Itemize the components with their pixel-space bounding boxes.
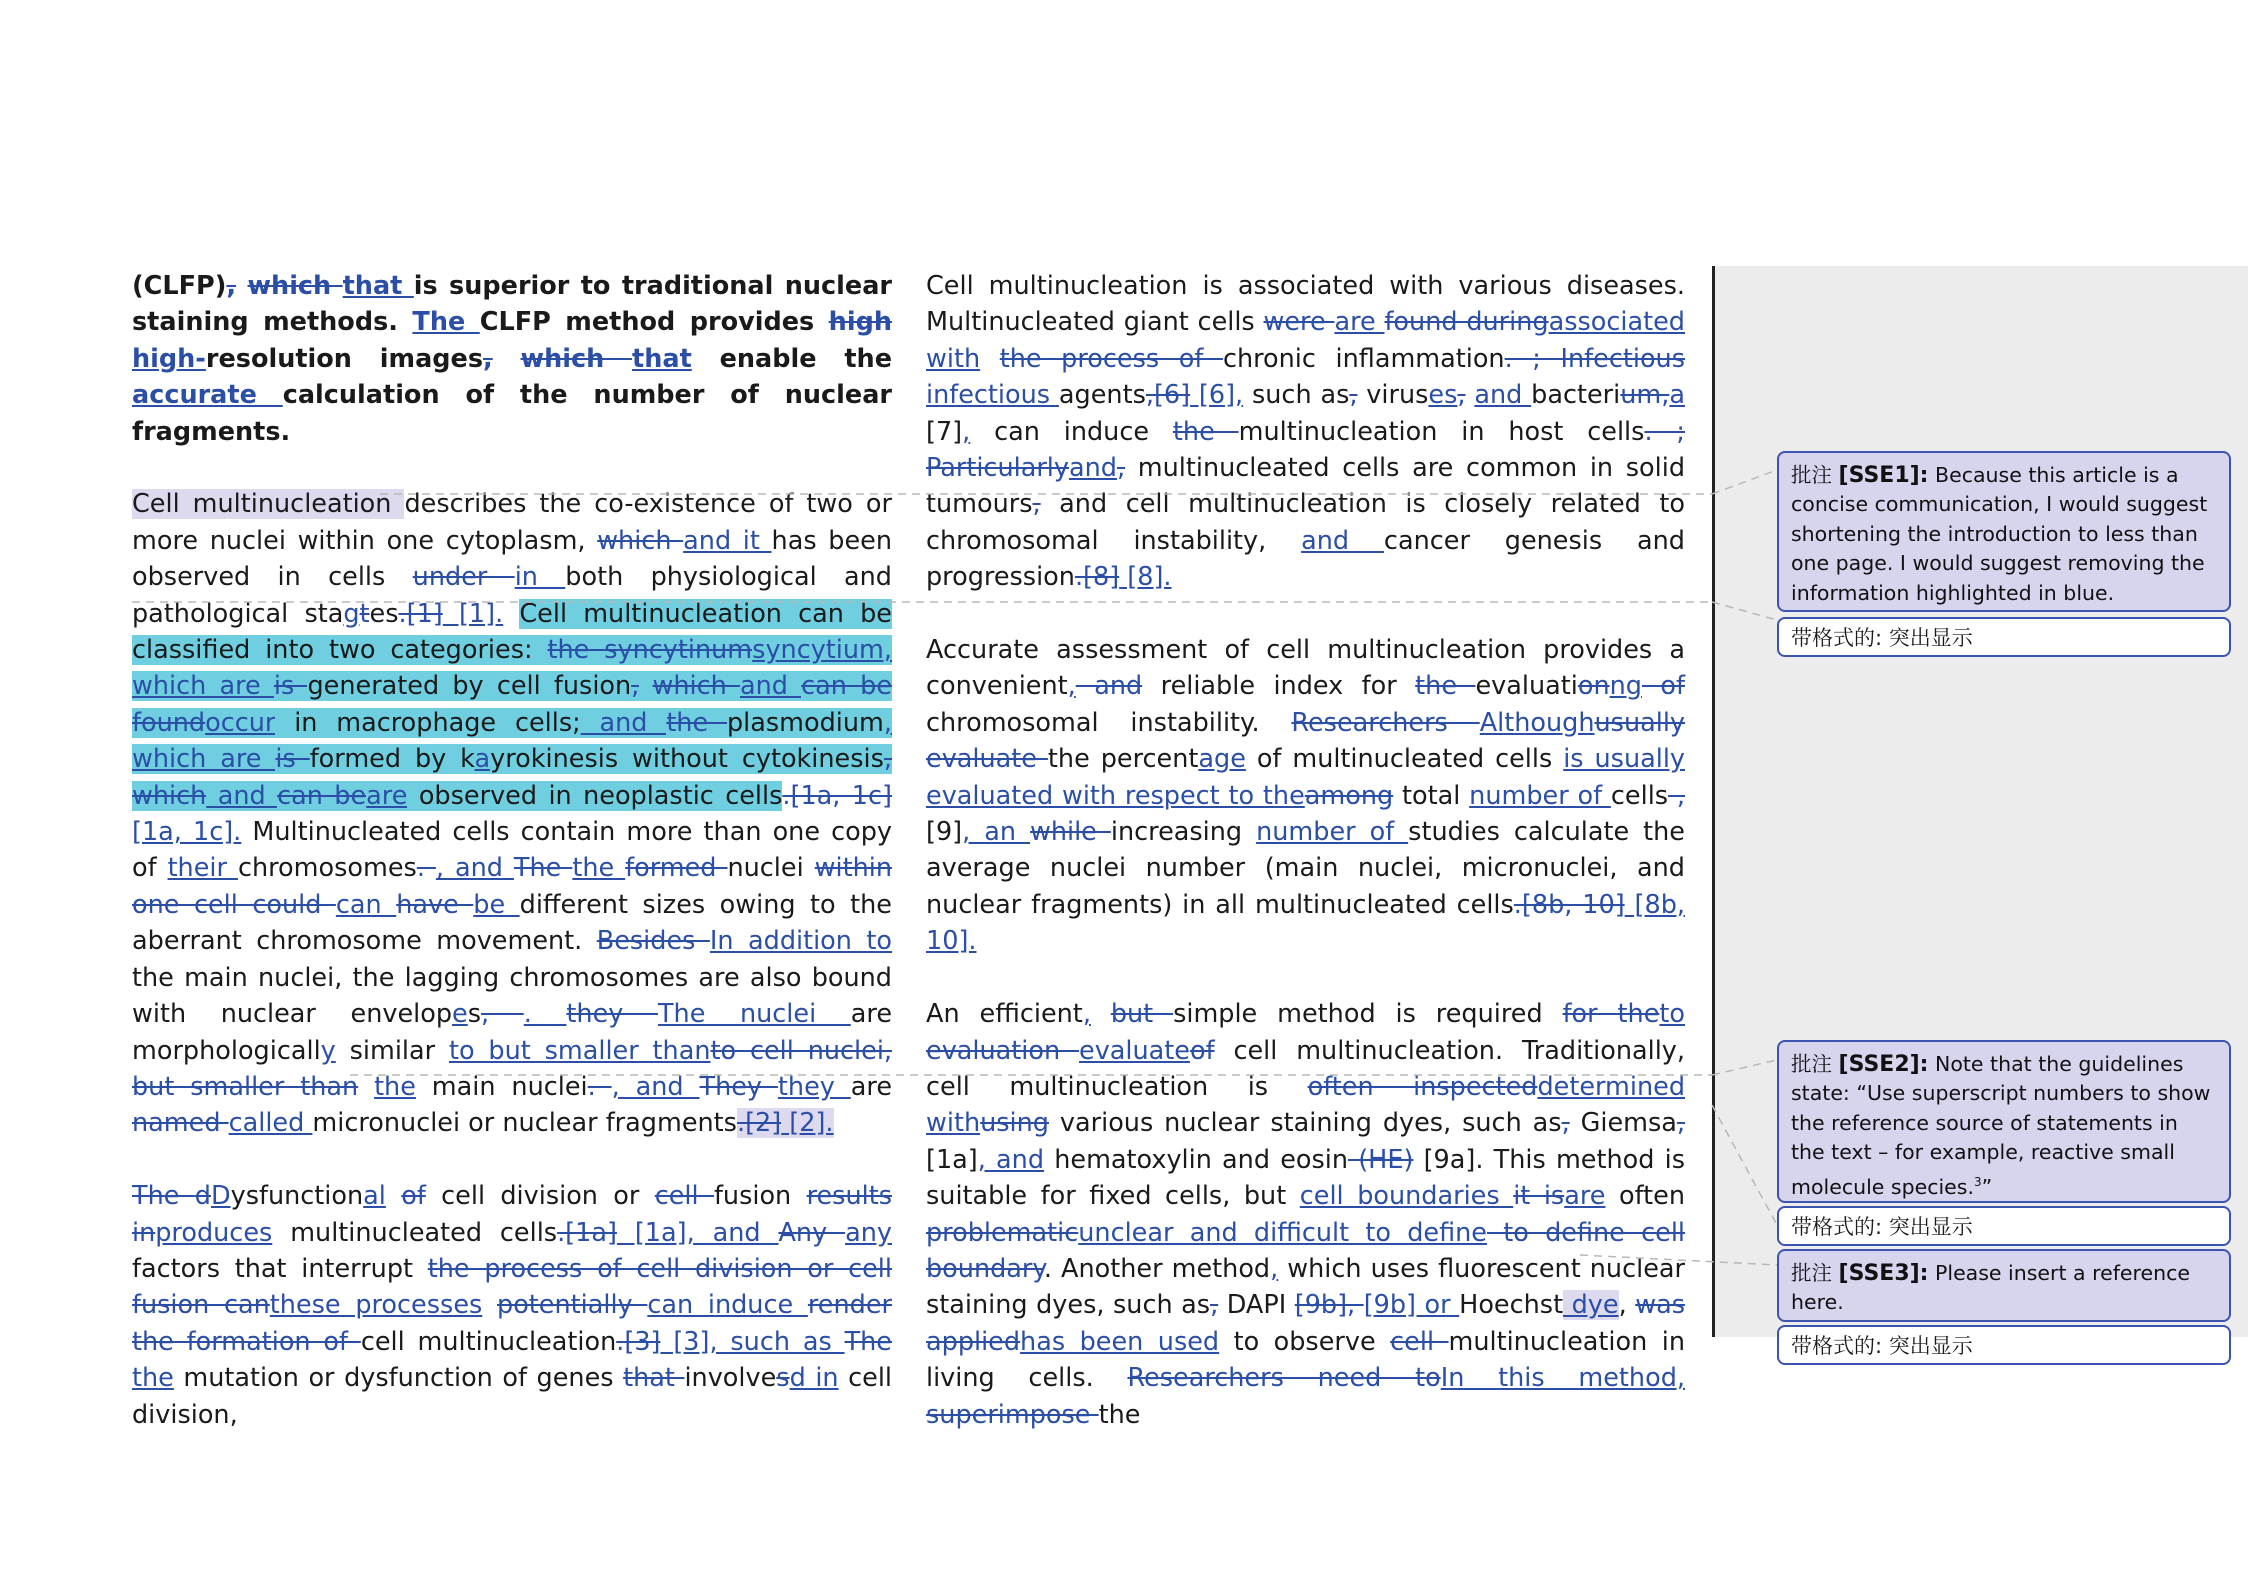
body-text: cancer genesis and progression — [926, 525, 1685, 593]
format-note-3-clip — [1777, 1325, 2231, 1358]
body-text: An efficient — [926, 999, 1083, 1030]
deleted-text: is — [273, 671, 308, 702]
deleted-text: .[1a] — [557, 1217, 617, 1248]
inserted-text: , which are — [132, 707, 892, 775]
superscript: 3 — [1974, 1174, 1982, 1189]
deleted-text: can be found — [132, 671, 893, 738]
inserted-text: , and — [977, 1144, 1045, 1175]
format-note-text: 带格式的: 突出显示 — [1791, 1215, 1973, 1239]
inserted-text: [9b] or — [1363, 1290, 1460, 1321]
inserted-text: [2]. — [781, 1108, 834, 1139]
body-text: bacteri — [1531, 380, 1621, 411]
body-text: often — [1605, 1181, 1685, 1212]
deleted-text: have — [396, 889, 474, 920]
deleted-text: which — [247, 271, 343, 301]
deleted-text: d — [194, 1181, 211, 1212]
deleted-text: which — [520, 343, 633, 374]
body-text: cells — [1610, 780, 1669, 811]
body-text: chromosomes — [237, 853, 417, 884]
inserted-text: be — [473, 889, 520, 920]
comment-label: 批注 — [1791, 463, 1832, 487]
deleted-text: was applied — [926, 1290, 1685, 1357]
deleted-text: that — [623, 1363, 685, 1394]
deleted-text: results in — [132, 1181, 892, 1248]
inserted-text: . — [523, 999, 567, 1030]
body-text: s — [467, 999, 482, 1030]
deleted-text: .[8] — [1074, 562, 1120, 593]
inserted-text: they — [777, 1071, 851, 1102]
body-text: of multinucleated cells — [1245, 744, 1564, 775]
body-text: multinucleation in living cells. — [926, 1326, 1685, 1394]
body-text: chromosomal instability. — [926, 707, 1292, 738]
inserted-text: [1]. — [442, 598, 504, 629]
body-text: multinucleated cells are common in solid tumours — [926, 453, 1685, 520]
deleted-text: , — [226, 271, 237, 301]
body-text: and cell multinucleation is closely related to chromosomal instability, — [926, 489, 1685, 556]
body-text: Cell multinucleation is associated with various diseases. Multinucleated giant cells — [926, 271, 1685, 338]
inserted-text: D — [210, 1181, 231, 1212]
body-text: chronic inflammation — [1222, 343, 1505, 374]
deleted-text: . — [416, 853, 436, 884]
deleted-text: .[8b, 10] — [1513, 889, 1625, 920]
inserted-text: a — [1669, 380, 1685, 411]
body-text: DAPI — [1218, 1290, 1295, 1321]
deleted-text: (HE) — [1348, 1144, 1414, 1175]
deleted-text: high — [828, 307, 892, 338]
deleted-text: Any — [778, 1217, 846, 1248]
body-text: reliable index for — [1142, 671, 1416, 702]
deleted-text: for the — [1562, 999, 1660, 1030]
body-text: resolution images — [205, 343, 484, 374]
inserted-text: accurate — [132, 380, 283, 411]
comment-text-tail: ” — [1981, 1174, 1993, 1199]
deleted-text: , — [1116, 453, 1126, 484]
body-text: similar — [335, 1035, 449, 1066]
body-text: is superior to traditional nuclear staining methods. — [132, 271, 892, 338]
inserted-text: , and — [435, 853, 514, 884]
inserted-text: , — [1082, 999, 1091, 1030]
inserted-text: d in — [789, 1363, 839, 1394]
inserted-text: can — [335, 889, 397, 920]
deleted-text: usually evaluate — [926, 707, 1685, 775]
body-text: micronuclei or nuclear fragments — [312, 1108, 737, 1139]
body-text: Accurate assessment of cell multinucleation provides a convenient — [926, 635, 1685, 702]
deleted-text: within one cell could — [132, 853, 892, 920]
inserted-text: [1a], and — [616, 1217, 779, 1248]
deleted-text: , — [631, 671, 640, 702]
inserted-text: are — [1564, 1181, 1606, 1212]
deleted-text: can be — [277, 780, 367, 811]
inserted-text: es — [1428, 380, 1458, 411]
body-text: observed in neoplastic cells — [407, 780, 783, 811]
deleted-text: cell — [654, 1181, 714, 1212]
deleted-text: often inspected — [1307, 1071, 1538, 1102]
body-text: different sizes owing to the aberrant chromosome movement. — [132, 889, 892, 957]
inserted-text: [8]. — [1119, 562, 1172, 593]
deleted-text: to cell nuclei, but smaller than — [132, 1035, 893, 1102]
inserted-text: and — [1068, 453, 1117, 484]
deleted-text: found during — [1384, 307, 1549, 338]
deleted-text: s — [776, 1363, 790, 1394]
body-text: es — [369, 598, 399, 629]
deleted-text: cell — [1390, 1326, 1449, 1357]
deleted-text: .[1a, 1c] — [782, 780, 892, 811]
inserted-text: can induce — [647, 1290, 808, 1321]
body-text: involve — [684, 1363, 777, 1394]
deleted-text: the syncytinum — [547, 635, 753, 666]
deleted-text: They — [699, 1071, 778, 1102]
deleted-text: among — [1304, 780, 1394, 811]
body-text: formed by k — [309, 744, 475, 775]
body-text: cell division, — [132, 1363, 893, 1430]
deleted-text: render the formation of — [132, 1290, 893, 1357]
inserted-text: has been used — [1020, 1326, 1220, 1357]
inserted-text: unclear and difficult to define — [1078, 1217, 1487, 1248]
deleted-text: , — [1032, 489, 1041, 520]
deleted-text: , — [1561, 1108, 1570, 1139]
body-text: evaluati — [1475, 671, 1578, 702]
body-text: mutation or dysfunction of genes — [173, 1363, 624, 1394]
comment-id: [SSE3]: — [1838, 1261, 1929, 1286]
deleted-text: were — [1263, 307, 1335, 338]
body-text: multinucleated cells — [272, 1217, 558, 1248]
deleted-text: of — [1189, 1035, 1215, 1066]
comment-text: Note that the guidelines state: “Use superscript numbers to show the reference source of statements in the text – for example, reactive small molecule species. — [1791, 1052, 2211, 1199]
body-text: the percent — [1047, 744, 1199, 775]
body-text: the — [1098, 1399, 1141, 1430]
body-text: can induce — [970, 416, 1173, 447]
inserted-text: g — [343, 598, 360, 629]
deleted-text: the — [1172, 416, 1239, 447]
inserted-text: are — [366, 780, 408, 811]
deleted-text: using — [980, 1108, 1049, 1139]
comment-id: [SSE2]: — [1838, 1052, 1929, 1077]
body-text: plasmodium — [726, 707, 884, 738]
inserted-text: , — [1067, 671, 1076, 702]
deleted-text: to define cell boundary — [926, 1217, 1685, 1284]
deleted-text: Besides — [596, 926, 710, 957]
deleted-text: it is — [1513, 1181, 1565, 1212]
inserted-text: [1a, 1c]. — [132, 817, 242, 848]
body-text: [1a] — [926, 1144, 978, 1175]
comment-sse2[interactable] — [1777, 1040, 2231, 1203]
body-text: which uses fluorescent nuclear staining dyes, such as — [926, 1253, 1685, 1321]
body-text: such as — [1243, 380, 1350, 411]
deleted-text: t — [359, 598, 370, 629]
body-text: simple method is required — [1173, 999, 1563, 1030]
inserted-text: and — [739, 671, 802, 702]
comment-label: 批注 — [1791, 1052, 1832, 1076]
deleted-text: formed — [625, 853, 728, 884]
body-text: increasing — [1110, 817, 1257, 848]
deleted-text: Researchers need to — [1127, 1363, 1441, 1394]
deleted-text: the process of cell division or cell fusion can — [132, 1253, 892, 1321]
deleted-text: .[3] — [616, 1326, 661, 1357]
deleted-text: , — [1676, 1108, 1686, 1139]
body-text: virus — [1357, 380, 1429, 411]
deleted-text: under — [412, 562, 515, 593]
inserted-text: in — [514, 562, 566, 593]
inserted-text: Although — [1479, 707, 1595, 738]
deleted-text: problematic — [926, 1217, 1079, 1248]
body-text: enable the — [691, 343, 892, 374]
deleted-text: , — [481, 999, 524, 1030]
body-text: Giemsa — [1569, 1108, 1677, 1139]
body-text: nuclei — [727, 853, 815, 884]
body-text: describes the co-existence of two or more nuclei within one cytoplasm, — [132, 489, 892, 556]
body-text: (CLFP) — [132, 271, 227, 301]
comment-label: 批注 — [1791, 1261, 1832, 1285]
body-text: multinucleation in host cells — [1238, 416, 1645, 447]
body-text: [7] — [926, 416, 963, 447]
deleted-text: , — [1349, 380, 1358, 411]
inserted-text: and — [1301, 525, 1384, 556]
inserted-text: to — [1659, 999, 1685, 1030]
inserted-text: to but smaller than — [448, 1035, 711, 1066]
body-text: are — [850, 1071, 893, 1102]
body-text: agents — [1058, 380, 1146, 411]
inserted-text: determined — [1537, 1071, 1686, 1102]
comment-id: [SSE1]: — [1838, 463, 1929, 488]
inserted-text: and it — [683, 525, 772, 556]
body-text: [9a]. This method is suitable for fixed cells, but — [926, 1144, 1685, 1212]
deleted-text: The — [132, 1181, 195, 1212]
inserted-text: their — [167, 853, 238, 884]
deleted-text: is — [275, 744, 310, 775]
body-text: . Another method — [1043, 1253, 1271, 1284]
deleted-text: named — [132, 1108, 229, 1139]
body-text: generated by cell fusion — [307, 671, 632, 702]
inserted-text: age — [1198, 744, 1246, 775]
inserted-text: are — [1334, 307, 1385, 338]
inserted-text: In addition to — [709, 926, 892, 957]
deleted-text: The — [844, 1326, 892, 1357]
deleted-text: but — [1110, 999, 1174, 1030]
body-text: [9] — [926, 817, 963, 848]
body-text: fusion — [713, 1181, 807, 1212]
inserted-text: the — [132, 1363, 174, 1394]
body-text: Multinucleated cells contain more than one copy of — [132, 817, 893, 884]
inserted-text: number of — [1469, 780, 1611, 811]
deleted-text: they — [566, 999, 658, 1030]
inserted-text: , an — [962, 817, 1030, 848]
deleted-text: potentially — [497, 1290, 648, 1321]
comment-text: Please insert a reference here. — [1791, 1261, 2190, 1315]
inserted-text: The — [412, 307, 480, 338]
body-text: main nuclei — [415, 1071, 588, 1102]
inserted-text: that — [342, 271, 414, 301]
inserted-text: , — [962, 416, 971, 447]
body-text: , — [1618, 1290, 1636, 1321]
inserted-text: these processes — [269, 1290, 483, 1321]
inserted-text: y — [320, 1035, 336, 1066]
inserted-text: ng — [1609, 671, 1642, 702]
inserted-text: [3], such as — [660, 1326, 845, 1357]
inserted-text: the — [374, 1071, 416, 1102]
body-text: Cell multinucleation — [132, 489, 405, 520]
body-text: calculation of the number of nuclear fragments. — [132, 380, 892, 447]
deleted-text: um, — [1620, 380, 1670, 411]
deleted-text: Researchers — [1291, 707, 1480, 738]
deleted-text: of — [401, 1181, 426, 1212]
deleted-text: . ; Particularly — [926, 416, 1685, 484]
body-text: Cell multinucleation can be classified into two categories: — [132, 598, 892, 666]
inserted-text: syncytium, which are — [132, 635, 892, 702]
inserted-text: a — [474, 744, 491, 775]
format-note-1[interactable] — [1777, 617, 2231, 657]
body-text: to observe — [1219, 1326, 1391, 1357]
deleted-text: and — [1075, 671, 1143, 702]
inserted-text: occur — [205, 707, 276, 738]
deleted-text: , — [1210, 1290, 1219, 1321]
inserted-text: , — [1270, 1253, 1279, 1284]
body-text: CLFP method provides — [479, 307, 829, 338]
body-text: the main nuclei, the lagging chromosomes are also bound with nuclear envelop — [132, 962, 892, 1030]
inserted-text: [6], — [1190, 380, 1244, 411]
body-text: Hoechst — [1459, 1290, 1564, 1321]
inserted-text: infectious — [926, 380, 1059, 411]
deleted-text: The — [513, 853, 573, 884]
deleted-text: on — [1577, 671, 1610, 702]
inserted-text: associated with — [926, 307, 1685, 374]
deleted-text: , which — [132, 744, 893, 811]
inserted-text: dye — [1563, 1290, 1619, 1321]
deleted-text: , — [483, 343, 493, 374]
deleted-text: which — [597, 525, 684, 556]
deleted-text: , — [1457, 380, 1466, 411]
inserted-text: that — [632, 343, 692, 374]
deleted-text: .[2] — [736, 1108, 782, 1139]
body-text: has been observed in cells — [132, 525, 893, 593]
inserted-text: evaluate — [1079, 1035, 1190, 1066]
deleted-text: ,[6] — [1145, 380, 1191, 411]
format-note-2[interactable] — [1777, 1206, 2231, 1246]
deleted-text: the — [1415, 671, 1476, 702]
deleted-text: evaluation — [926, 1035, 1080, 1066]
deleted-text: , — [1668, 780, 1686, 811]
deleted-text: while — [1030, 817, 1111, 848]
body-text: yrokinesis without cytokinesis — [490, 744, 884, 775]
inserted-text: high- — [132, 343, 206, 374]
deleted-text: which — [652, 671, 740, 702]
format-note-text: 带格式的: 突出显示 — [1791, 626, 1973, 650]
body-text: hematoxylin and eosin — [1044, 1144, 1349, 1175]
format-note-text: 带格式的: 突出显示 — [1791, 1334, 1973, 1358]
deleted-text: the process of — [999, 343, 1223, 374]
body-text: cell multinucleation. Traditionally, cell multinucleation is — [926, 1035, 1686, 1102]
inserted-text: number of — [1256, 817, 1409, 848]
inserted-text: any — [845, 1217, 892, 1248]
inserted-text: with — [926, 1108, 981, 1139]
body-text: ysfunction — [230, 1181, 364, 1212]
format-note-3[interactable] — [1777, 1325, 2231, 1365]
deleted-text: superimpose — [926, 1399, 1099, 1430]
body-text: various nuclear staining dyes, such as — [1049, 1108, 1562, 1139]
body-text: total — [1393, 780, 1470, 811]
body-text: studies calculate the average nuclei number (main nuclei, micronuclei, and nuclear fragments) in all multinucleated cells — [926, 817, 1685, 920]
body-text: both physiological and pathological sta — [132, 562, 892, 629]
inserted-text: and — [1474, 380, 1532, 411]
deleted-text: . — [587, 1071, 612, 1102]
deleted-text: [9b], — [1294, 1290, 1364, 1321]
comment-text: Because this article is a concise communication, I would suggest shortening the introduction to less than one page. I would suggest removing the information highlighted in blue. — [1791, 463, 2208, 605]
inserted-text: cell boundaries — [1299, 1181, 1514, 1212]
inserted-text: al — [363, 1181, 386, 1212]
inserted-text: the — [572, 853, 626, 884]
deleted-text: . ; Infectious — [1504, 343, 1685, 374]
inserted-text: In this method, — [1440, 1363, 1685, 1394]
inserted-text: and — [580, 707, 667, 738]
inserted-text: and — [206, 780, 278, 811]
inserted-text: The nuclei — [657, 999, 851, 1030]
comment-sse1[interactable] — [1777, 451, 2231, 612]
comment-sse3[interactable] — [1777, 1249, 2231, 1322]
deleted-text: .[1] — [398, 598, 443, 629]
body-text: in macrophage cells; — [275, 707, 581, 738]
inserted-text: [8b, 10]. — [926, 889, 1685, 957]
inserted-text: produces — [155, 1217, 273, 1248]
body-text: factors that interrupt — [132, 1253, 428, 1284]
inserted-text: called — [228, 1108, 313, 1139]
deleted-text: the — [666, 707, 727, 738]
body-text: cell division or — [425, 1181, 655, 1212]
body-text: are morphologicall — [132, 999, 893, 1066]
deleted-text: of — [1641, 671, 1685, 702]
body-text: cell multinucleation — [360, 1326, 617, 1357]
inserted-text: e — [452, 999, 468, 1030]
inserted-text: is usually evaluated with respect to the — [926, 744, 1685, 811]
inserted-text: , and — [611, 1071, 700, 1102]
